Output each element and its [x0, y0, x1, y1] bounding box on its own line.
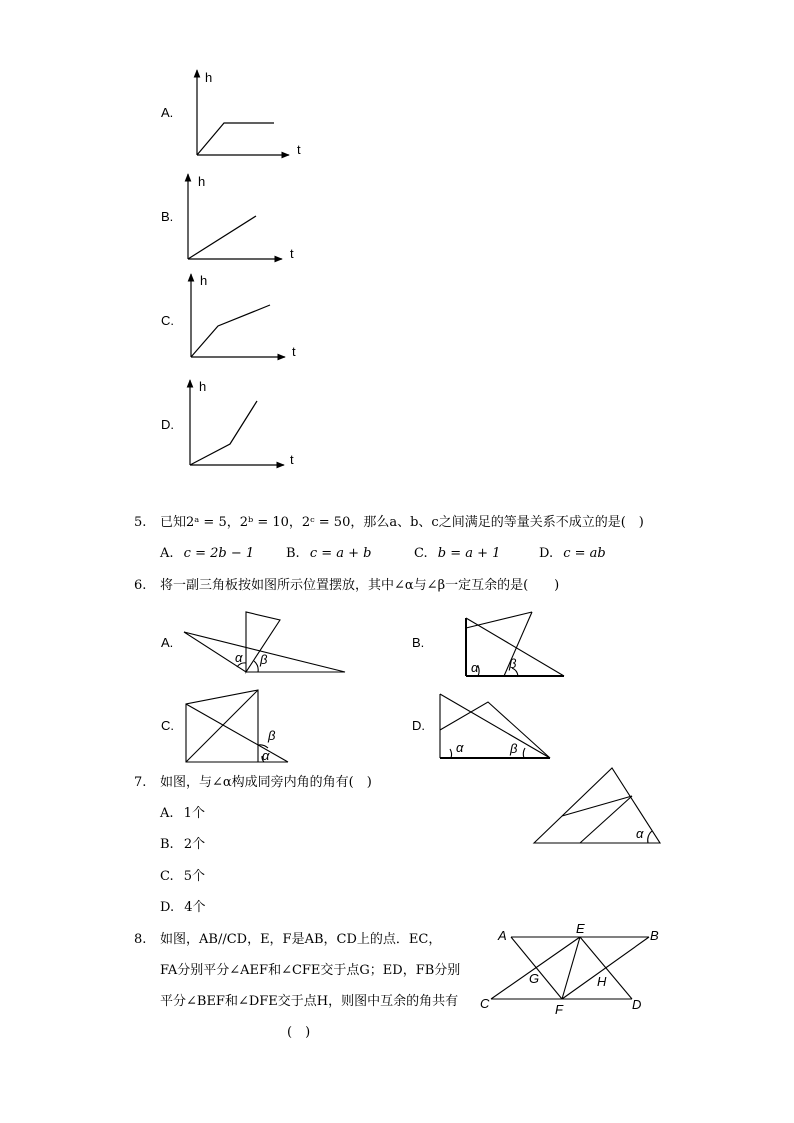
q4-d-y-label: h [199, 379, 207, 394]
q7-option-a-letter: A. [160, 806, 174, 821]
q6-number: 6. [134, 578, 147, 593]
q8-point-c: C [480, 996, 490, 1011]
q6-stem: 将一副三角板按如图所示位置摆放，其中∠α与∠β一定互余的是( ) [160, 578, 560, 593]
q8-answer-paren: ( ) [287, 1025, 311, 1040]
q7-option-d-text: 4个 [184, 900, 206, 915]
q8-point-h: H [597, 974, 607, 989]
q7-option-a-text: 1个 [183, 806, 205, 821]
q4-option-a-letter: A. [161, 105, 174, 120]
q4-option-d-letter: D. [161, 417, 174, 432]
q5-option-b-text: c = a + b [309, 546, 372, 561]
q8-point-a: A [498, 928, 507, 943]
q8-line-2: FA分别平分∠AEF和∠CFE交于点G；ED，FB分别 [160, 963, 461, 978]
q5-option-a-text: c = 2b − 1 [183, 546, 255, 561]
q6-d-beta-label: β [510, 741, 518, 756]
q6-b-alpha-label: α [471, 660, 479, 675]
q5-option-c-letter: C. [414, 546, 428, 561]
q5-option-d-letter: D. [539, 546, 554, 561]
q4-option-c-letter: C. [161, 313, 174, 328]
q4-option-b-letter: B. [161, 209, 174, 224]
q6-option-c-letter: C. [161, 718, 174, 733]
q8-point-b: B [650, 928, 659, 943]
q7-stem: 如图，与∠α构成同旁内角的角有( ) [160, 775, 372, 790]
q7-option-c-letter: C. [160, 869, 174, 884]
q6-option-d-letter: D. [412, 718, 425, 733]
q8-point-d: D [632, 997, 642, 1012]
q6-c-beta-label: β [268, 728, 276, 743]
q8-line-3: 平分∠BEF和∠DFE交于点H，则图中互余的角共有 [160, 994, 459, 1009]
q5-option-c-text: b = a + 1 [437, 546, 501, 561]
q4-b-y-label: h [198, 174, 206, 189]
q7-number: 7. [134, 775, 147, 790]
q4-d-x-label: t [290, 452, 294, 467]
q6-b-beta-label: β [509, 656, 517, 671]
q8-point-f: F [555, 1002, 563, 1017]
q8-point-e: E [576, 921, 585, 936]
q6-option-a-letter: A. [161, 635, 174, 650]
q5-number: 5. [134, 515, 147, 530]
q5-option-b-letter: B. [286, 546, 300, 561]
q4-a-x-label: t [297, 142, 301, 157]
q8-point-g: G [529, 971, 540, 986]
q7-option-b-text: 2个 [183, 837, 206, 852]
q7-option-d-letter: D. [160, 900, 175, 915]
q4-c-x-label: t [292, 344, 296, 359]
q6-a-alpha-label: α [235, 650, 243, 665]
q4-a-y-label: h [205, 70, 213, 85]
q4-c-y-label: h [200, 273, 208, 288]
q7-option-c-text: 5个 [183, 869, 206, 884]
q7-option-b-letter: B. [160, 837, 174, 852]
q4-b-x-label: t [290, 246, 294, 261]
q5-option-a-letter: A. [160, 546, 174, 561]
q6-c-alpha-label: α [262, 748, 270, 763]
q7-alpha-label: α [636, 826, 644, 841]
q6-d-alpha-label: α [456, 740, 464, 755]
q6-option-b-letter: B. [412, 635, 425, 650]
q5-stem: 已知2ᵃ = 5，2ᵇ = 10，2ᶜ = 50，那么a、b、c之间满足的等量关系不成立的是( ) [160, 515, 644, 530]
q8-line-1: 如图，AB//CD，E，F是AB，CD上的点．EC， [160, 932, 442, 947]
q6-a-beta-label: β [260, 652, 268, 667]
q5-option-d-text: c = ab [563, 546, 606, 561]
q8-number: 8. [134, 932, 147, 947]
